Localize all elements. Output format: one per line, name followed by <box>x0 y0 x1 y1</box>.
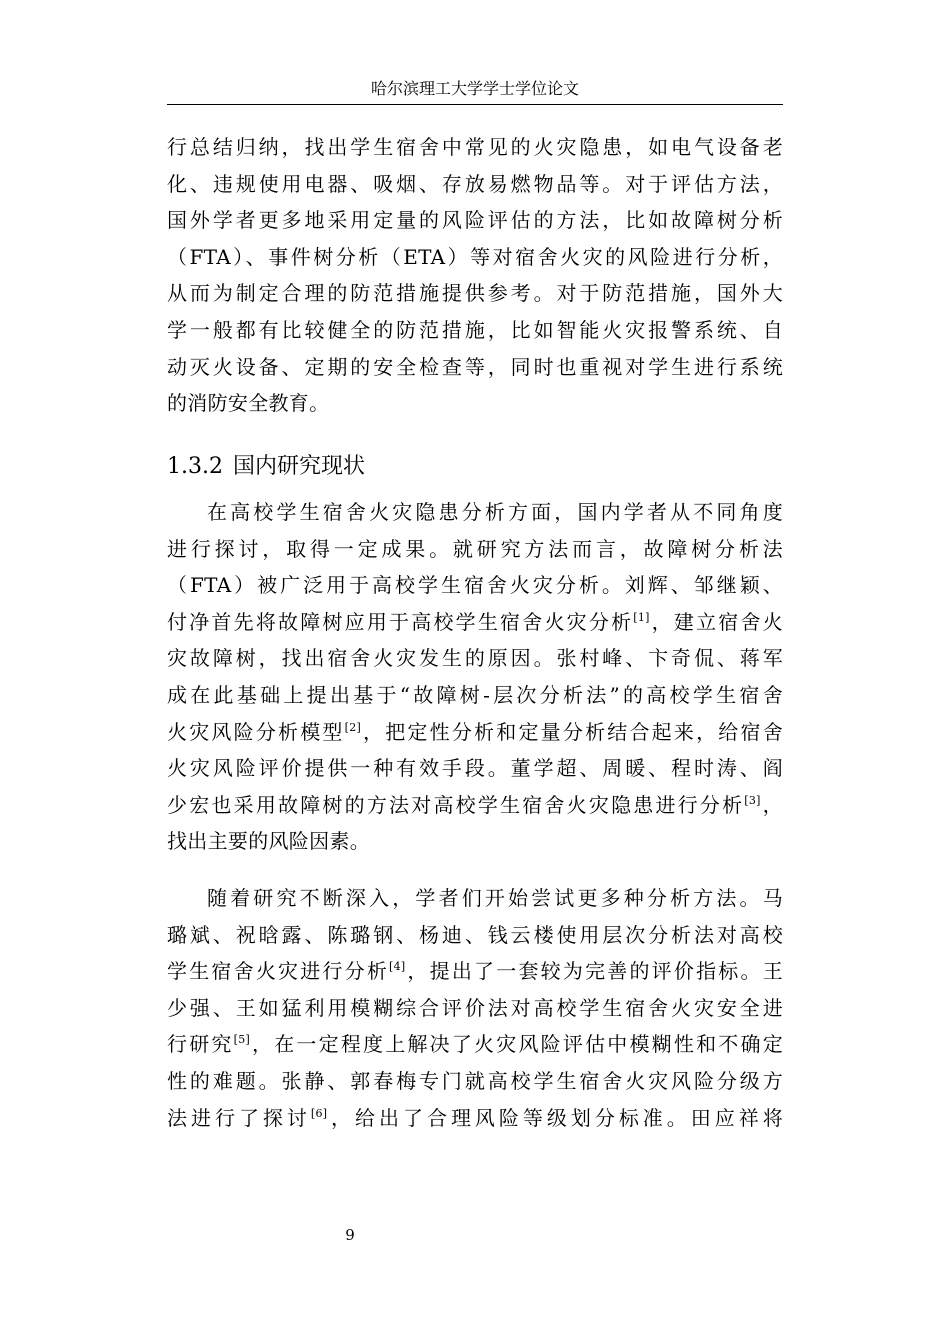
text-line <box>167 1100 783 1137</box>
text-line: （FTA）、事件树分析（ETA）等对宿舍火灾的风险进行分析， <box>167 244 783 269</box>
page-number: 9 <box>345 1226 355 1244</box>
citation-ref: [6] <box>310 1106 328 1120</box>
citation-ref: [1] <box>633 610 650 624</box>
text-line: 化、违规使用电器、吸烟、存放易燃物品等。对于评估方法， <box>167 171 783 196</box>
text-line: 行总结归纳，找出学生宿舍中常见的火灾隐患，如电气设备老 <box>167 135 783 159</box>
text-line: 在高校学生宿舍火灾隐患分析方面，国内学者从不同角度 <box>207 500 783 524</box>
text-line: 找出主要的风险因素。 <box>167 829 370 854</box>
text-segment: ，提出了一套较为完善的评价指标。王 <box>405 959 783 984</box>
citation-ref: [2] <box>344 720 362 734</box>
text-segment: 法进行了探讨 <box>167 1105 311 1130</box>
paragraph-methods <box>167 880 783 1136</box>
text-line: 的消防安全教育。 <box>167 391 330 416</box>
text-line <box>167 604 783 641</box>
section-number: 1.3.2 <box>167 454 223 479</box>
text-line: 国外学者更多地采用定量的风险评估的方法，比如故障树分析 <box>167 208 783 233</box>
text-line: 成在此基础上提出基于“故障树-层次分析法”的高校学生宿舍 <box>167 682 783 707</box>
text-line: 学一般都有比较健全的防范措施，比如智能火灾报警系统、自 <box>167 317 783 342</box>
text-line <box>167 953 783 990</box>
text-line: 少强、王如猛利用模糊综合评价法对高校学生宿舍火灾安全进 <box>167 995 783 1020</box>
text-segment: 付净首先将故障树应用于高校学生宿舍火灾分析 <box>167 609 634 634</box>
text-line <box>167 714 783 751</box>
text-line: 璐斌、祝晗露、陈璐钢、杨迪、钱云楼使用层次分析法对高校 <box>167 922 783 947</box>
citation-ref: [5] <box>233 1033 251 1047</box>
citation-ref: [4] <box>389 960 406 974</box>
text-segment: 火灾风险分析模型 <box>167 719 345 744</box>
citation-ref: [3] <box>744 793 761 807</box>
text-line: （FTA）被广泛用于高校学生宿舍火灾分析。刘辉、邹继颖、 <box>167 573 783 598</box>
paragraph-domestic-research <box>167 494 783 860</box>
text-segment: ，给出了合理风险等级划分标准。田应祥将 <box>327 1105 783 1130</box>
text-line <box>167 787 783 824</box>
text-line: 火灾风险评价提供一种有效手段。董学超、周暖、程时涛、阎 <box>167 756 783 781</box>
text-segment: ，在一定程度上解决了火灾风险评估中模糊性和不确定 <box>250 1032 784 1057</box>
section-heading <box>167 449 365 485</box>
text-line: 随着研究不断深入，学者们开始尝试更多种分析方法。马 <box>207 886 783 910</box>
text-segment: 行研究 <box>167 1032 234 1057</box>
text-line: 性的难题。张静、郭春梅专门就高校学生宿舍火灾风险分级方 <box>167 1068 783 1093</box>
section-title: 国内研究现状 <box>232 454 365 479</box>
text-segment: ，建立宿舍火 <box>649 609 783 634</box>
text-segment: 学生宿舍火灾进行分析 <box>167 959 390 984</box>
text-segment: ，把定性分析和定量分析结合起来，给宿舍 <box>361 719 783 744</box>
text-line <box>167 1026 783 1063</box>
text-segment: 少宏也采用故障树的方法对高校学生宿舍火灾隐患进行分析 <box>167 792 745 817</box>
text-line: 进行探讨，取得一定成果。就研究方法而言，故障树分析法 <box>167 536 783 561</box>
page-header: 哈尔滨理工大学学士学位论文 <box>167 74 783 105</box>
paragraph-continued <box>167 129 783 422</box>
text-line: 灾故障树，找出宿舍火灾发生的原因。张村峰、卞奇侃、蒋军 <box>167 646 783 671</box>
text-line: 动灭火设备、定期的安全检查等，同时也重视对学生进行系统 <box>167 354 783 379</box>
text-line: 从而为制定合理的防范措施提供参考。对于防范措施，国外大 <box>167 281 783 306</box>
text-segment: ， <box>760 792 783 817</box>
